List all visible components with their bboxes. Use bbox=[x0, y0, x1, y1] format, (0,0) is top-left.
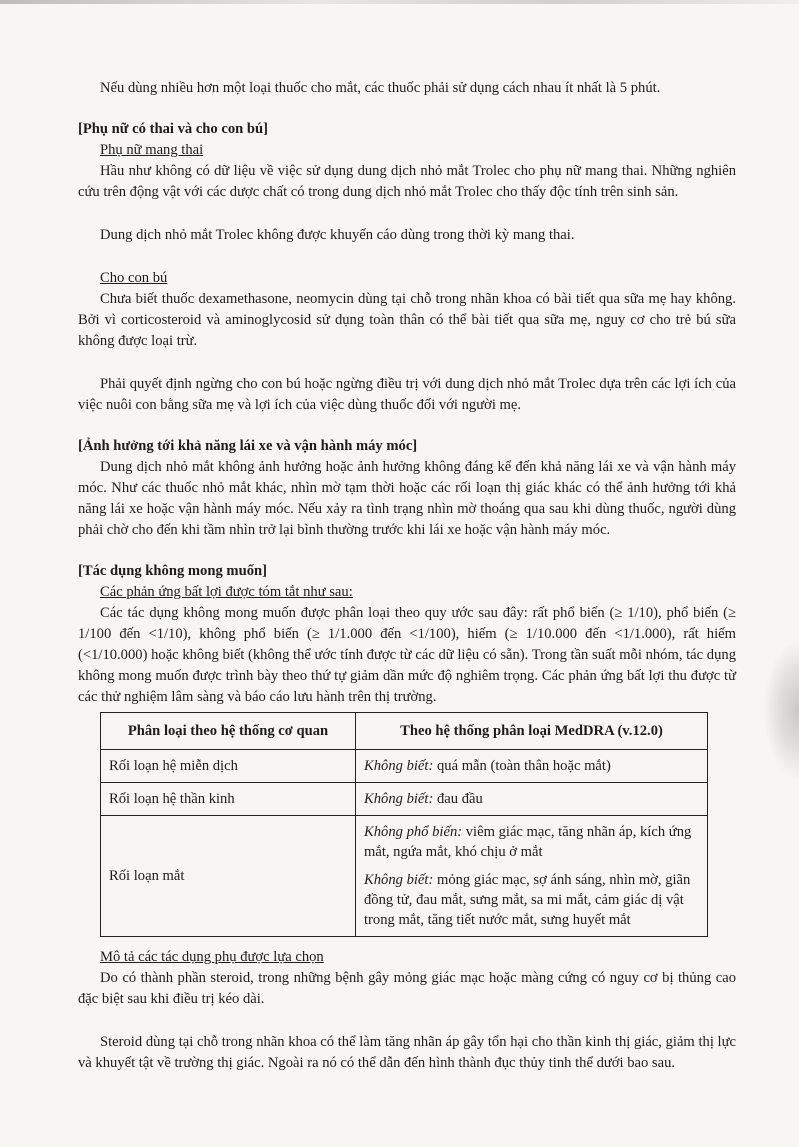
paragraph-breastfeeding-2: Phải quyết định ngừng cho con bú hoặc ngừng điều trị với dung dịch nhỏ mắt Trolec dựa trên các lợi ích của việc nuôi con bằng sữa mẹ và lợi ích của việc dùng thuốc đối với người mẹ. bbox=[78, 376, 736, 413]
reaction-unknown bbox=[364, 870, 699, 930]
reaction-text: đau đầu bbox=[433, 791, 483, 807]
table-cell-reaction bbox=[356, 783, 708, 816]
heading-driving: [Ảnh hưởng tới khả năng lái xe và vận hành máy móc] bbox=[78, 438, 418, 454]
paragraph-adverse-classification: Các tác dụng không mong muốn được phân loại theo quy ước sau đây: rất phổ biến (≥ 1/10), phổ biến (≥ 1/100 đến <1/10), không phổ biến (≥ 1/1.000 đến <1/100), hiếm (≥ 1/10.000 đến <1/1.000), rất hiếm (<1/10.000) hoặc không biết (không thể ước tính được từ các dữ liệu có sẵn). Trong tần suất mỗi nhóm, tác dụng không mong muốn được trình bày theo thứ tự giảm dần mức độ nghiêm trọng. Các phản ứng bất lợi thu được từ các thử nghiệm lâm sàng và báo cáo lưu hành trên thị trường. bbox=[78, 605, 736, 705]
table-row bbox=[101, 816, 708, 937]
subheading-selected-effects: Mô tả các tác dụng phụ được lựa chọn bbox=[100, 949, 324, 965]
table-cell-organ: Rối loạn mắt bbox=[101, 816, 356, 937]
frequency-label: Không phổ biến: bbox=[364, 824, 463, 840]
paragraph-driving: Dung dịch nhỏ mắt không ảnh hưởng hoặc ảnh hưởng không đáng kể đến khả năng lái xe và vận hành máy móc. Như các thuốc nhỏ mắt khác, nhìn mờ tạm thời hoặc các rối loạn thị giác khác có thể ảnh hưởng tới khả năng lái xe hoặc vận hành máy móc. Nếu xảy ra tình trạng nhìn mờ thoáng qua sau khi dùng thuốc, người dùng phải chờ cho đến khi tầm nhìn trở lại bình thường trước khi lái xe hoặc vận hành máy móc. bbox=[78, 459, 736, 538]
paragraph-multiple-drugs: Nếu dùng nhiều hơn một loại thuốc cho mắt, các thuốc phải sử dụng cách nhau ít nhất là 5 phút. bbox=[100, 80, 661, 96]
frequency-label: Không biết: bbox=[364, 872, 434, 888]
paragraph-breastfeeding-1: Chưa biết thuốc dexamethasone, neomycin dùng tại chỗ trong nhãn khoa có bài tiết qua sữa mẹ hay không. Bởi vì corticosteroid và aminoglycosid sử dụng toàn thân có thể bài tiết qua sữa mẹ, nguy cơ cho trẻ bú sữa không được loại trừ. bbox=[78, 291, 736, 349]
scan-edge bbox=[0, 0, 799, 4]
table-row bbox=[101, 750, 708, 783]
heading-pregnancy: [Phụ nữ có thai và cho con bú] bbox=[78, 121, 268, 137]
table-header-organ: Phân loại theo hệ thống cơ quan bbox=[101, 713, 356, 750]
table-row bbox=[101, 783, 708, 816]
table-cell-reaction bbox=[356, 816, 708, 937]
frequency-label: Không biết: bbox=[364, 758, 434, 774]
paragraph-steroid-2: Steroid dùng tại chỗ trong nhãn khoa có thể làm tăng nhãn áp gây tổn hại cho thần kinh thị giác, giảm thị lực và khuyết tật về trường thị giác. Ngoài ra nó có thể dẫn đến hình thành đục thủy tinh thể dưới bao sau. bbox=[78, 1034, 736, 1071]
frequency-label: Không biết: bbox=[364, 791, 434, 807]
scan-shadow bbox=[763, 640, 799, 780]
paragraph-pregnancy-2: Dung dịch nhỏ mắt Trolec không được khuyến cáo dùng trong thời kỳ mang thai. bbox=[100, 227, 575, 243]
table-header-row bbox=[101, 713, 708, 750]
paragraph-steroid-1: Do có thành phần steroid, trong những bệnh gây mỏng giác mạc hoặc màng cứng có nguy cơ bị thủng cao đặc biệt sau khi điều trị kéo dài. bbox=[78, 970, 736, 1007]
reaction-uncommon bbox=[364, 822, 699, 862]
subheading-pregnant: Phụ nữ mang thai bbox=[100, 142, 204, 158]
table-cell-reaction bbox=[356, 750, 708, 783]
adverse-reactions-table bbox=[100, 712, 708, 937]
reaction-text: mỏng giác mạc, sợ ánh sáng, nhìn mờ, giãn đồng tử, đau mắt, sưng mắt, sa mi mắt, cảm giác dị vật trong mắt, tăng tiết nước mắt, sưng huyết mắt bbox=[364, 872, 691, 928]
table-header-meddra: Theo hệ thống phân loại MedDRA (v.12.0) bbox=[356, 713, 708, 750]
table-cell-organ: Rối loạn hệ miễn dịch bbox=[101, 750, 356, 783]
subheading-adverse-summary: Các phản ứng bất lợi được tóm tắt như sau: bbox=[100, 584, 353, 600]
reaction-text: viêm giác mạc, tăng nhãn áp, kích ứng mắt, ngứa mắt, khó chịu ở mắt bbox=[364, 824, 692, 860]
heading-adverse: [Tác dụng không mong muốn] bbox=[78, 563, 267, 579]
paragraph-pregnancy-1: Hầu như không có dữ liệu về việc sử dụng dung dịch nhỏ mắt Trolec cho phụ nữ mang thai. Những nghiên cứu trên động vật với các dược chất có trong dung dịch nhỏ mắt Trolec cho thấy độc tính trên sinh sản. bbox=[78, 163, 736, 200]
subheading-breastfeeding: Cho con bú bbox=[100, 270, 168, 286]
reaction-text: quá mẫn (toàn thân hoặc mắt) bbox=[433, 758, 611, 774]
table-cell-organ: Rối loạn hệ thần kinh bbox=[101, 783, 356, 816]
document-page bbox=[78, 78, 736, 1074]
